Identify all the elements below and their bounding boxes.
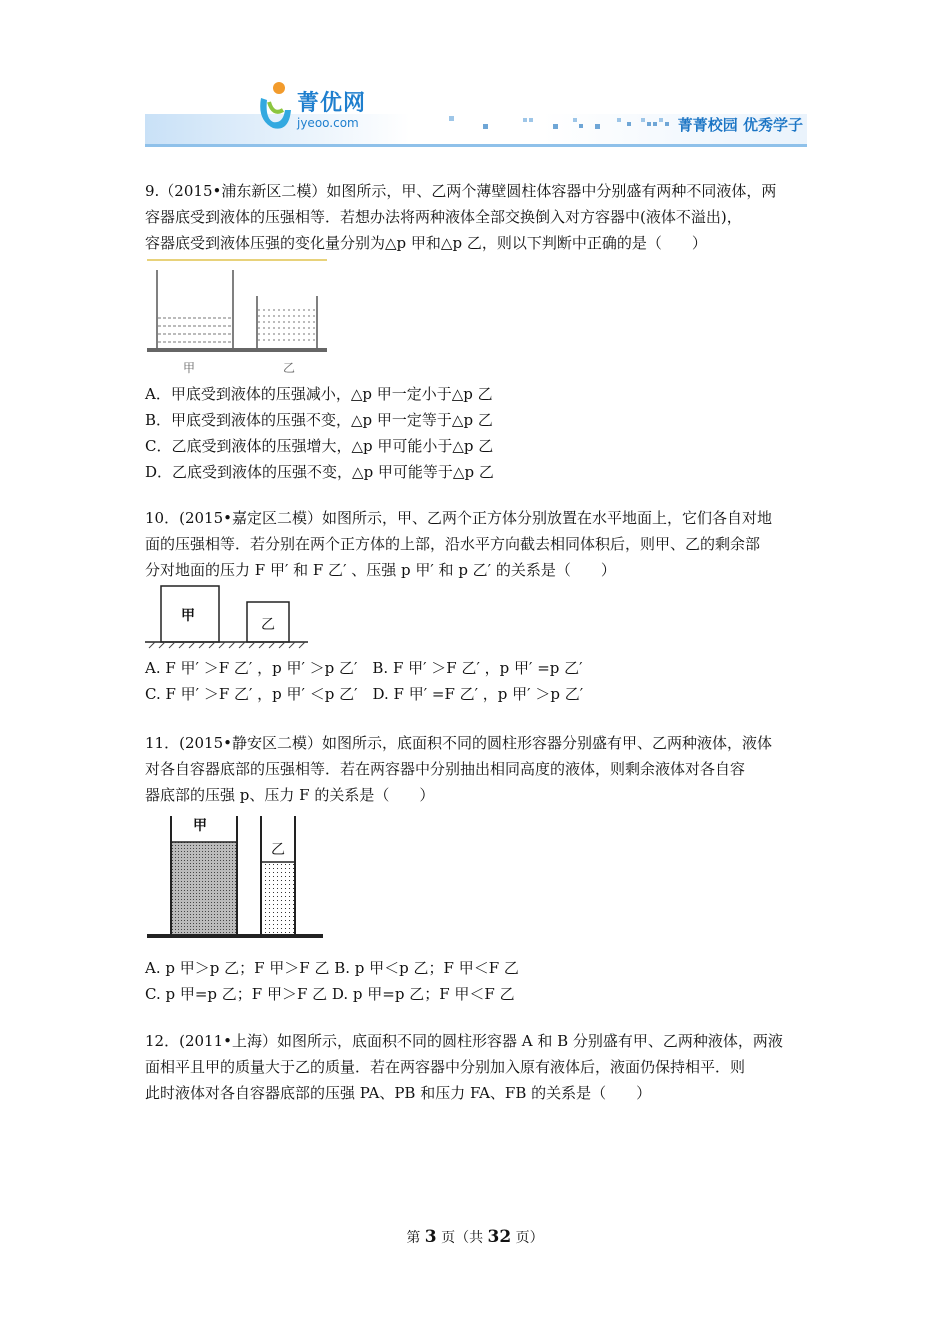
question-12 [145, 1028, 810, 1106]
figure-label: 乙 [261, 617, 275, 633]
question-text-line: 12．(2011•上海）如图所示，底面积不同的圆柱形容器 A 和 B 分别盛有甲、乙两种液体，两液 [145, 1032, 783, 1050]
logo-icon [255, 80, 295, 134]
question-text-line: 器底部的压强 p、压力 F 的关系是（ ） [145, 786, 435, 804]
figure-label: 乙 [283, 361, 296, 375]
header-decoration [445, 116, 675, 132]
footer-middle: 页（共 [441, 1230, 484, 1246]
option-row-ab[interactable]: A. F 甲′ ＞F 乙′ ，p 甲′ ＞p 乙′ B. F 甲′ ＞F 乙′ ，p 甲′ =p 乙′ [145, 659, 583, 677]
option-d[interactable]: D．乙底受到液体的压强不变，△p 甲可能等于△p 乙 [145, 463, 494, 481]
question-text-line: 11．(2015•静安区二模）如图所示，底面积不同的圆柱形容器分别盛有甲、乙两种液体，液体 [145, 734, 772, 752]
option-row-cd[interactable]: C. p 甲=p 乙；F 甲＞F 乙 D. p 甲=p 乙；F 甲＜F 乙 [145, 985, 515, 1003]
question-10 [145, 505, 810, 583]
figure-q11-containers [145, 812, 327, 947]
option-c[interactable]: C．乙底受到液体的压强增大，△p 甲可能小于△p 乙 [145, 437, 494, 455]
figure-label: 甲 [181, 608, 195, 624]
question-11 [145, 730, 810, 808]
question-text-line: 10．(2015•嘉定区二模）如图所示，甲、乙两个正方体分别放置在水平地面上，它们各自对地 [145, 509, 772, 527]
logo-url: jyeoo.com [297, 116, 359, 130]
question-text-line: 容器底受到液体压强的变化量分别为△p 甲和△p 乙，则以下判断中正确的是（ ） [145, 234, 707, 252]
footer-prefix: 第 [406, 1230, 421, 1246]
option-row-ab[interactable]: A. p 甲＞p 乙；F 甲＞F 乙 B. p 甲＜p 乙；F 甲＜F 乙 [145, 959, 519, 977]
figure-label: 甲 [183, 361, 196, 375]
page-header [145, 78, 807, 148]
option-a[interactable]: A．甲底受到液体的压强减小，△p 甲一定小于△p 乙 [145, 385, 493, 403]
question-text-line: 分对地面的压力 F 甲′ 和 F 乙′ 、压强 p 甲′ 和 p 乙′ 的关系是（ ） [145, 561, 616, 579]
question-text-line: 对各自容器底部的压强相等．若在两容器中分别抽出相同高度的液体，则剩余液体对各自容 [145, 760, 746, 778]
figure-label: 甲 [193, 818, 207, 834]
page-total: 32 [487, 1227, 512, 1247]
figure-q9-containers [145, 256, 330, 381]
question-text-line: 面相平且甲的质量大于乙的质量．若在两容器中分别加入原有液体后，液面仍保持相平．则 [145, 1058, 746, 1076]
page-number: 3 [424, 1227, 437, 1247]
q10-options [145, 655, 810, 707]
question-text-line: 面的压强相等．若分别在两个正方体的上部，沿水平方向截去相同体积后，则甲、乙的剩余部 [145, 535, 761, 553]
figure-label: 乙 [271, 842, 285, 858]
option-b[interactable]: B．甲底受到液体的压强不变，△p 甲一定等于△p 乙 [145, 411, 493, 429]
question-9 [145, 178, 810, 256]
header-divider [145, 144, 807, 147]
q11-options [145, 955, 810, 1007]
question-text-line: 9.（2015•浦东新区二模）如图所示，甲、乙两个薄壁圆柱体容器中分别盛有两种不同液体，两 [145, 182, 777, 200]
question-text-line: 容器底受到液体的压强相等．若想办法将两种液体全部交换倒入对方容器中(液体不溢出)， [145, 208, 742, 226]
page-footer [0, 1227, 950, 1247]
option-row-cd[interactable]: C. F 甲′ ＞F 乙′ ，p 甲′ ＜p 乙′ D. F 甲′ =F 乙′ ，p 甲′ ＞p 乙′ [145, 685, 584, 703]
figure-q10-cubes [145, 584, 310, 650]
question-text-line: 此时液体对各自容器底部的压强 PA、PB 和压力 FA、FB 的关系是（ ） [145, 1084, 652, 1102]
logo-name: 菁优网 [297, 91, 367, 116]
footer-suffix: 页） [515, 1230, 544, 1246]
q9-options [145, 381, 810, 485]
header-slogan: 菁菁校园 优秀学子 [677, 116, 803, 134]
